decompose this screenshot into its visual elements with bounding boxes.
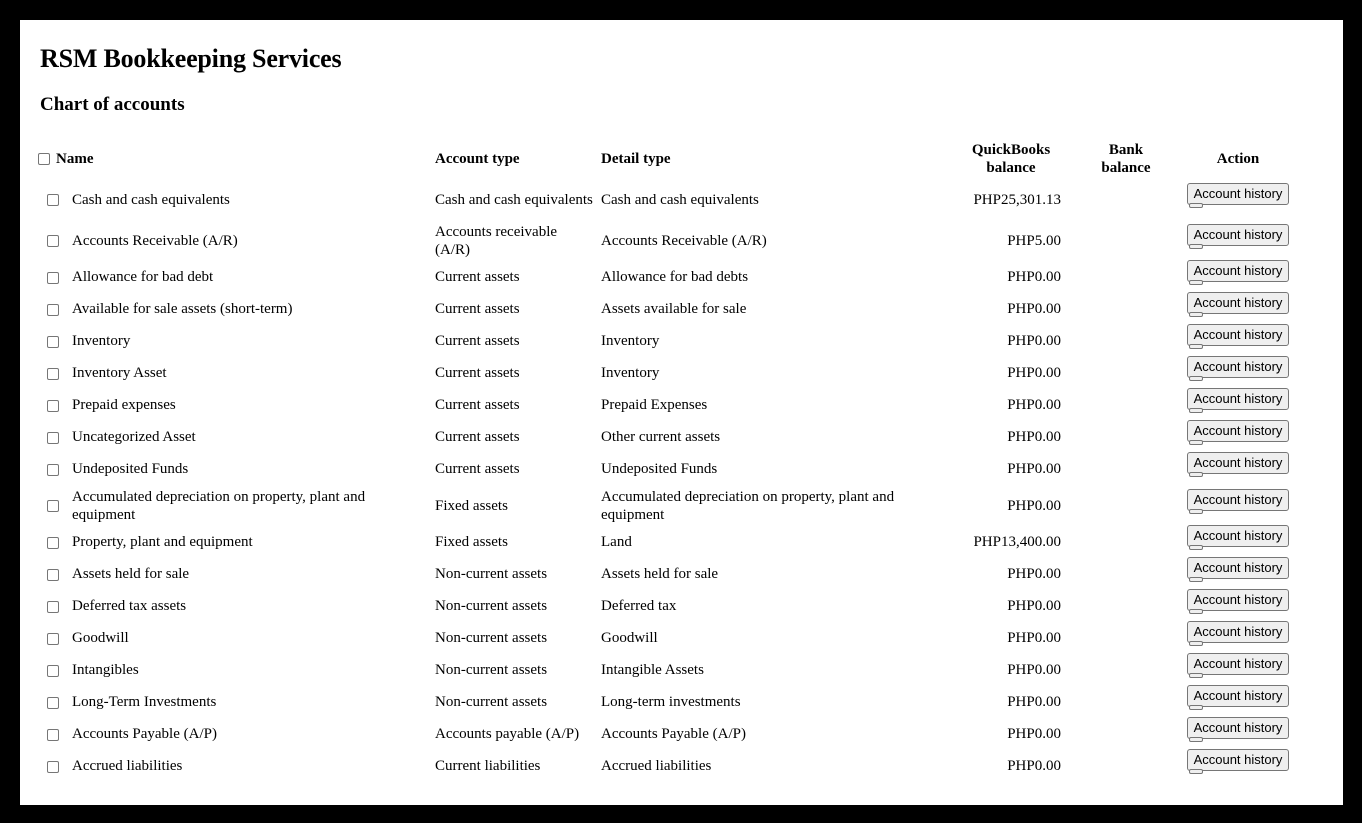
bank-balance: [1077, 421, 1175, 453]
account-name: Prepaid expenses: [72, 397, 176, 413]
account-type: Accounts payable (A/P): [435, 726, 580, 742]
button-artifact: [1189, 408, 1203, 413]
action-cell: [1175, 686, 1301, 718]
account-history-button-wrap: [1187, 292, 1290, 320]
account-history-button[interactable]: Account history: [1187, 356, 1290, 378]
account-name: Accrued liabilities: [72, 758, 183, 774]
account-history-button[interactable]: Account history: [1187, 292, 1290, 314]
quickbooks-balance: PHP0.00: [1007, 429, 1061, 445]
action-cell: [1175, 654, 1301, 686]
account-history-button[interactable]: Account history: [1187, 260, 1290, 282]
quickbooks-balance: PHP0.00: [1007, 726, 1061, 742]
row-checkbox[interactable]: [47, 665, 59, 677]
table-row: [38, 261, 1301, 293]
account-name: Accumulated depreciation on property, plant and equipment: [72, 488, 366, 523]
action-cell: [1175, 485, 1301, 526]
action-cell: [1175, 261, 1301, 293]
button-artifact: [1189, 440, 1203, 445]
row-checkbox[interactable]: [47, 537, 59, 549]
row-select-cell: [38, 622, 68, 654]
row-select-cell: [38, 590, 68, 622]
quickbooks-balance: PHP5.00: [1007, 232, 1061, 249]
account-history-button-wrap: [1187, 489, 1290, 517]
row-select-cell: [38, 654, 68, 686]
row-checkbox[interactable]: [47, 400, 59, 412]
account-type: Fixed assets: [435, 534, 508, 550]
account-type: Non-current assets: [435, 630, 548, 646]
table-row: [38, 389, 1301, 421]
button-artifact: [1189, 609, 1203, 614]
account-type: Current assets: [435, 397, 520, 413]
account-history-button[interactable]: Account history: [1187, 525, 1290, 547]
bank-balance: [1077, 750, 1175, 782]
row-select-cell: [38, 220, 68, 261]
account-name: Accounts Payable (A/P): [72, 726, 217, 742]
account-name: Allowance for bad debt: [72, 269, 214, 285]
account-history-button[interactable]: Account history: [1187, 420, 1290, 442]
table-row: [38, 453, 1301, 485]
account-history-button-wrap: [1187, 356, 1290, 384]
account-name: Intangibles: [72, 662, 139, 678]
detail-type: Allowance for bad debts: [601, 269, 749, 285]
account-history-button[interactable]: Account history: [1187, 589, 1290, 611]
row-checkbox[interactable]: [47, 569, 59, 581]
action-cell: [1175, 293, 1301, 325]
bank-balance: [1077, 686, 1175, 718]
account-history-button-wrap: [1187, 717, 1290, 745]
quickbooks-balance: PHP25,301.13: [973, 191, 1061, 208]
button-artifact: [1189, 705, 1203, 710]
button-artifact: [1189, 769, 1203, 774]
account-type: Accounts receivable (A/R): [435, 223, 558, 258]
button-artifact: [1189, 376, 1203, 381]
account-type: Non-current assets: [435, 662, 548, 678]
account-history-button-wrap: [1187, 685, 1290, 713]
action-cell: [1175, 750, 1301, 782]
bank-balance: [1077, 622, 1175, 654]
select-all-checkbox[interactable]: [38, 153, 50, 165]
table-row: [38, 750, 1301, 782]
header-name-label: Name: [56, 150, 94, 167]
account-history-button-wrap: [1187, 420, 1290, 448]
detail-type: Prepaid Expenses: [601, 397, 708, 413]
detail-type: Long-term investments: [601, 694, 741, 710]
account-history-button[interactable]: Account history: [1187, 557, 1290, 579]
quickbooks-balance: PHP0.00: [1007, 397, 1061, 413]
row-checkbox[interactable]: [47, 697, 59, 709]
account-name: Deferred tax assets: [72, 598, 187, 614]
table-row: [38, 179, 1301, 220]
page-frame: [20, 20, 1343, 805]
bank-balance: [1077, 718, 1175, 750]
header-detail-type: Detail type: [601, 150, 671, 167]
bank-balance: [1077, 526, 1175, 558]
account-history-button-wrap: [1187, 621, 1290, 649]
account-history-button-wrap: [1187, 183, 1290, 211]
row-checkbox[interactable]: [47, 729, 59, 741]
account-name: Property, plant and equipment: [72, 534, 253, 550]
quickbooks-balance: PHP0.00: [1007, 694, 1061, 710]
row-select-cell: [38, 686, 68, 718]
quickbooks-balance: PHP0.00: [1007, 365, 1061, 381]
button-artifact: [1189, 673, 1203, 678]
bank-balance: [1077, 558, 1175, 590]
bank-balance: [1077, 453, 1175, 485]
button-artifact: [1189, 203, 1203, 208]
account-name: Available for sale assets (short-term): [72, 301, 293, 317]
bank-balance: [1077, 261, 1175, 293]
account-name: Accounts Receivable (A/R): [72, 232, 238, 249]
account-type: Non-current assets: [435, 566, 548, 582]
button-artifact: [1189, 545, 1203, 550]
account-history-button[interactable]: Account history: [1187, 653, 1290, 675]
header-account-type: Account type: [435, 150, 520, 167]
account-history-button-wrap: [1187, 224, 1290, 252]
row-select-cell: [38, 558, 68, 590]
button-artifact: [1189, 244, 1203, 249]
detail-type: Cash and cash equivalents: [601, 191, 759, 208]
quickbooks-balance: PHP0.00: [1007, 269, 1061, 285]
header-action: Action: [1216, 150, 1260, 167]
bank-balance: [1077, 179, 1175, 220]
button-artifact: [1189, 344, 1203, 349]
account-name: Goodwill: [72, 630, 129, 646]
detail-type: Accounts Receivable (A/R): [601, 232, 767, 249]
account-type: Current liabilities: [435, 758, 541, 774]
account-type: Current assets: [435, 269, 520, 285]
row-select-cell: [38, 718, 68, 750]
account-history-button[interactable]: Account history: [1187, 717, 1290, 739]
account-type: Current assets: [435, 365, 520, 381]
action-cell: [1175, 421, 1301, 453]
account-history-button-wrap: [1187, 557, 1290, 585]
bank-balance: [1077, 590, 1175, 622]
accounts-table: [38, 138, 1301, 782]
account-history-button-wrap: [1187, 525, 1290, 553]
account-history-button-wrap: [1187, 452, 1290, 480]
account-type: Non-current assets: [435, 694, 548, 710]
account-type: Current assets: [435, 461, 520, 477]
quickbooks-balance: PHP0.00: [1007, 566, 1061, 582]
header-quickbooks-balance-label: QuickBooks balance: [971, 141, 1051, 176]
button-artifact: [1189, 312, 1203, 317]
table-row: [38, 220, 1301, 261]
row-select-cell: [38, 453, 68, 485]
account-name: Assets held for sale: [72, 566, 190, 582]
bank-balance: [1077, 357, 1175, 389]
account-type: Current assets: [435, 333, 520, 349]
account-history-button-wrap: [1187, 324, 1290, 352]
table-row: [38, 357, 1301, 389]
table-row: [38, 686, 1301, 718]
account-history-button[interactable]: Account history: [1187, 183, 1290, 205]
quickbooks-balance: PHP13,400.00: [973, 534, 1061, 550]
detail-type: Intangible Assets: [601, 662, 704, 678]
action-cell: [1175, 357, 1301, 389]
bank-balance: [1077, 654, 1175, 686]
account-history-button-wrap: [1187, 388, 1290, 416]
row-checkbox[interactable]: [47, 194, 59, 206]
detail-type: Assets available for sale: [601, 301, 747, 317]
page-subtitle: Chart of accounts: [40, 94, 185, 115]
detail-type: Accumulated depreciation on property, plant and equipment: [601, 488, 895, 523]
quickbooks-balance: PHP0.00: [1007, 630, 1061, 646]
header-bank-balance-label: Bank balance: [1101, 141, 1151, 176]
row-checkbox[interactable]: [47, 464, 59, 476]
bank-balance: [1077, 325, 1175, 357]
row-select-cell: [38, 421, 68, 453]
table-row: [38, 485, 1301, 526]
account-history-button[interactable]: Account history: [1187, 452, 1290, 474]
row-select-cell: [38, 750, 68, 782]
quickbooks-balance: PHP0.00: [1007, 301, 1061, 317]
row-checkbox[interactable]: [47, 272, 59, 284]
row-checkbox[interactable]: [47, 432, 59, 444]
quickbooks-balance: PHP0.00: [1007, 333, 1061, 349]
button-artifact: [1189, 280, 1203, 285]
detail-type: Accounts Payable (A/P): [601, 726, 746, 742]
detail-type: Assets held for sale: [601, 566, 719, 582]
row-checkbox[interactable]: [47, 761, 59, 773]
quickbooks-balance: PHP0.00: [1007, 758, 1061, 774]
button-artifact: [1189, 577, 1203, 582]
action-cell: [1175, 558, 1301, 590]
bank-balance: [1077, 293, 1175, 325]
row-checkbox[interactable]: [47, 368, 59, 380]
account-name: Long-Term Investments: [72, 694, 217, 710]
detail-type: Inventory: [601, 333, 660, 349]
table-row: [38, 558, 1301, 590]
row-checkbox[interactable]: [47, 500, 59, 512]
account-history-button[interactable]: Account history: [1187, 489, 1290, 511]
button-artifact: [1189, 641, 1203, 646]
detail-type: Undeposited Funds: [601, 461, 718, 477]
action-cell: [1175, 526, 1301, 558]
account-history-button[interactable]: Account history: [1187, 324, 1290, 346]
row-checkbox[interactable]: [47, 304, 59, 316]
account-history-button-wrap: [1187, 653, 1290, 681]
account-name: Cash and cash equivalents: [72, 191, 230, 208]
detail-type: Other current assets: [601, 429, 721, 445]
account-name: Uncategorized Asset: [72, 429, 196, 445]
action-cell: [1175, 453, 1301, 485]
action-cell: [1175, 220, 1301, 261]
account-history-button[interactable]: Account history: [1187, 749, 1290, 771]
action-cell: [1175, 389, 1301, 421]
row-select-cell: [38, 293, 68, 325]
header-bank-balance: [1077, 138, 1175, 179]
table-row: [38, 654, 1301, 686]
row-select-cell: [38, 389, 68, 421]
row-select-cell: [38, 325, 68, 357]
table-row: [38, 622, 1301, 654]
header-name: [38, 138, 431, 179]
bank-balance: [1077, 220, 1175, 261]
row-checkbox[interactable]: [47, 633, 59, 645]
account-history-button[interactable]: Account history: [1187, 685, 1290, 707]
action-cell: [1175, 622, 1301, 654]
header-quickbooks-balance: [927, 138, 1077, 179]
account-history-button[interactable]: Account history: [1187, 224, 1290, 246]
row-select-cell: [38, 526, 68, 558]
table-row: [38, 526, 1301, 558]
detail-type: Inventory: [601, 365, 660, 381]
table-header-row: [38, 138, 1301, 179]
quickbooks-balance: PHP0.00: [1007, 497, 1061, 514]
quickbooks-balance: PHP0.00: [1007, 662, 1061, 678]
detail-type: Land: [601, 534, 632, 550]
action-cell: [1175, 179, 1301, 220]
row-checkbox[interactable]: [47, 336, 59, 348]
table-row: [38, 325, 1301, 357]
account-name: Inventory Asset: [72, 365, 167, 381]
account-type: Fixed assets: [435, 497, 508, 514]
quickbooks-balance: PHP0.00: [1007, 598, 1061, 614]
detail-type: Goodwill: [601, 630, 658, 646]
row-select-cell: [38, 179, 68, 220]
action-cell: [1175, 590, 1301, 622]
account-history-button[interactable]: Account history: [1187, 388, 1290, 410]
table-row: [38, 293, 1301, 325]
row-select-cell: [38, 261, 68, 293]
action-cell: [1175, 718, 1301, 750]
account-history-button[interactable]: Account history: [1187, 621, 1290, 643]
account-history-button-wrap: [1187, 749, 1290, 777]
account-type: Non-current assets: [435, 598, 548, 614]
account-name: Undeposited Funds: [72, 461, 189, 477]
bank-balance: [1077, 389, 1175, 421]
action-cell: [1175, 325, 1301, 357]
table-row: [38, 590, 1301, 622]
detail-type: Deferred tax: [601, 598, 677, 614]
button-artifact: [1189, 509, 1203, 514]
row-checkbox[interactable]: [47, 235, 59, 247]
account-history-button-wrap: [1187, 260, 1290, 288]
account-type: Current assets: [435, 429, 520, 445]
company-title: RSM Bookkeeping Services: [40, 44, 342, 73]
quickbooks-balance: PHP0.00: [1007, 461, 1061, 477]
account-history-button-wrap: [1187, 589, 1290, 617]
row-checkbox[interactable]: [47, 601, 59, 613]
table-row: [38, 718, 1301, 750]
button-artifact: [1189, 737, 1203, 742]
row-select-cell: [38, 357, 68, 389]
account-type: Cash and cash equivalents: [435, 191, 593, 208]
account-type: Current assets: [435, 301, 520, 317]
account-name: Inventory: [72, 333, 131, 349]
button-artifact: [1189, 472, 1203, 477]
bank-balance: [1077, 485, 1175, 526]
detail-type: Accrued liabilities: [601, 758, 712, 774]
row-select-cell: [38, 485, 68, 526]
table-row: [38, 421, 1301, 453]
